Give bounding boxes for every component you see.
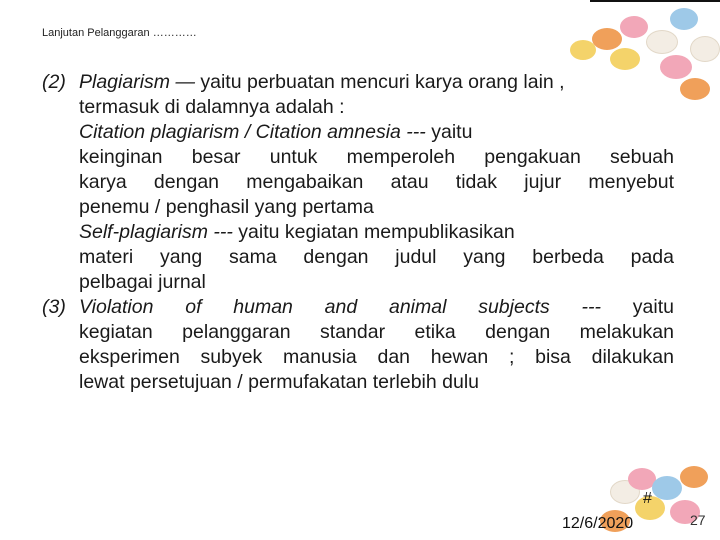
egg — [620, 16, 648, 38]
term-text: Violation of human and animal subjects --- — [79, 296, 633, 318]
egg — [680, 466, 708, 488]
body-text: materi yang sama dengan judul yang berbeda pada — [79, 246, 674, 268]
slide-header: Lanjutan Pelanggaran ………… — [42, 27, 197, 39]
slide-page-number: 27 — [690, 512, 706, 528]
body-text: pelbagai jurnal — [79, 271, 206, 293]
text-line — [79, 120, 674, 145]
body-text: karya dengan mengabaikan atau tidak jujur menyebut — [79, 171, 674, 193]
slide-body — [42, 70, 674, 395]
body-text: lewat persetujuan / permufakatan terlebih dulu — [79, 371, 479, 393]
list-item — [42, 70, 674, 295]
body-text: termasuk di dalamnya adalah : — [79, 96, 345, 118]
body-text: yaitu kegiatan mempublikasikan — [238, 221, 515, 243]
item-text — [79, 70, 674, 295]
body-text: penemu / penghasil yang pertama — [79, 196, 374, 218]
egg — [646, 30, 678, 54]
egg — [670, 8, 698, 30]
body-text: yaitu — [431, 121, 473, 143]
text-line — [79, 295, 674, 320]
egg — [690, 36, 720, 62]
text-line — [79, 270, 674, 295]
text-line — [79, 320, 674, 345]
text-line — [79, 195, 674, 220]
egg — [680, 78, 710, 100]
item-number: (2) — [42, 71, 66, 93]
body-text: yaitu perbuatan mencuri karya orang lain , — [200, 71, 565, 93]
text-line — [79, 370, 674, 395]
term-text: Plagiarism — — [79, 71, 201, 93]
body-text: kegiatan pelanggaran standar etika dengan melakukan — [79, 321, 674, 343]
slide-number-placeholder: # — [643, 490, 652, 507]
slide-date: 12/6/2020 — [562, 515, 634, 532]
text-line — [79, 170, 674, 195]
body-text: eksperimen subyek manusia dan hewan ; bisa dilakukan — [79, 346, 674, 368]
body-text: yaitu — [632, 296, 674, 318]
egg — [610, 48, 640, 70]
text-line — [79, 145, 674, 170]
egg — [592, 28, 622, 50]
term-text: Citation plagiarism / Citation amnesia --- — [79, 121, 432, 143]
top-rule — [590, 0, 720, 2]
text-line — [79, 220, 674, 245]
text-line — [79, 345, 674, 370]
list-item — [42, 295, 674, 395]
term-text: Self-plagiarism --- — [79, 221, 239, 243]
text-line — [79, 95, 674, 120]
text-line — [79, 245, 674, 270]
item-text — [79, 295, 674, 395]
body-text: keinginan besar untuk memperoleh pengakuan sebuah — [79, 146, 674, 168]
item-number: (3) — [42, 296, 66, 318]
text-line — [79, 70, 674, 95]
